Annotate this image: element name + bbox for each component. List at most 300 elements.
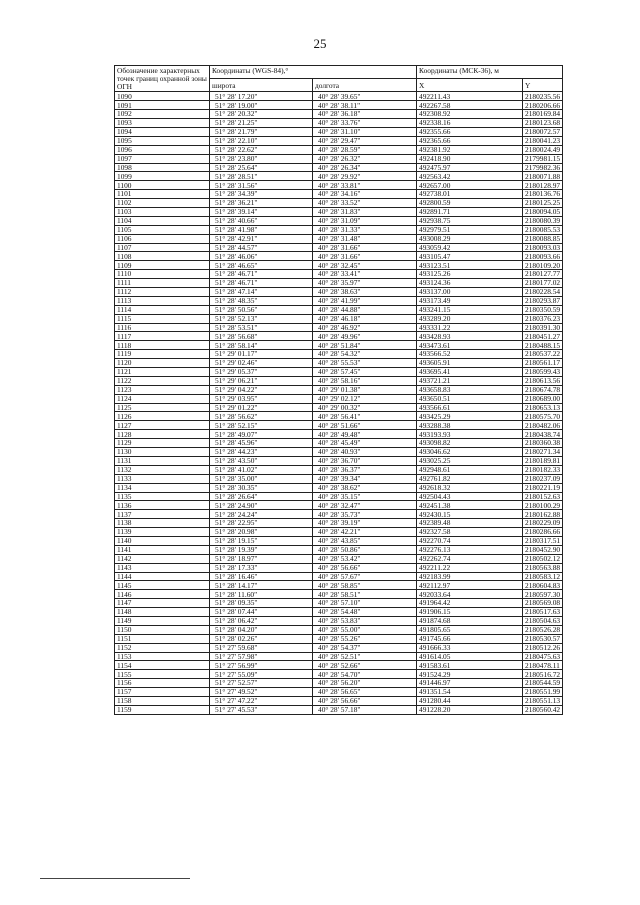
longitude-cell: 40° 28' 53.42" — [313, 554, 417, 563]
table-row — [115, 323, 563, 332]
table-row — [115, 510, 563, 519]
x-cell: 493098.82 — [417, 439, 523, 448]
point-id-cell: 1151 — [115, 634, 210, 643]
latitude-cell: 51° 28' 24.24" — [210, 510, 313, 519]
point-id-cell: 1090 — [115, 92, 210, 101]
x-cell: 491964.42 — [417, 599, 523, 608]
y-cell: 2180080.39 — [523, 216, 563, 225]
longitude-cell: 40° 28' 26.32" — [313, 154, 417, 163]
table-row — [115, 376, 563, 385]
longitude-cell: 40° 28' 55.00" — [313, 625, 417, 634]
y-cell: 2180530.57 — [523, 634, 563, 643]
y-cell: 2180544.59 — [523, 679, 563, 688]
table-row — [115, 163, 563, 172]
table-row — [115, 608, 563, 617]
point-id-cell: 1095 — [115, 136, 210, 145]
longitude-cell: 40° 28' 57.18" — [313, 705, 417, 714]
table-row — [115, 616, 563, 625]
point-id-cell: 1102 — [115, 199, 210, 208]
latitude-cell: 51° 27' 49.52" — [210, 688, 313, 697]
longitude-cell: 40° 28' 32.47" — [313, 501, 417, 510]
x-cell: 491874.68 — [417, 616, 523, 625]
table-row — [115, 172, 563, 181]
table-row — [115, 261, 563, 270]
y-cell: 2180689.00 — [523, 394, 563, 403]
y-cell: 2180041.23 — [523, 136, 563, 145]
x-cell: 492451.38 — [417, 501, 523, 510]
latitude-cell: 51° 28' 16.46" — [210, 572, 313, 581]
latitude-cell: 51° 28' 48.35" — [210, 296, 313, 305]
longitude-cell: 40° 28' 26.34" — [313, 163, 417, 172]
y-cell: 2180182.33 — [523, 465, 563, 474]
y-cell: 2180162.88 — [523, 510, 563, 519]
x-cell: 492891.71 — [417, 208, 523, 217]
point-id-cell: 1135 — [115, 492, 210, 501]
table-row — [115, 225, 563, 234]
x-cell: 491524.29 — [417, 670, 523, 679]
latitude-cell: 51° 28' 07.44" — [210, 608, 313, 617]
latitude-cell: 51° 28' 34.39" — [210, 190, 313, 199]
point-id-cell: 1116 — [115, 323, 210, 332]
y-cell: 2180127.77 — [523, 270, 563, 279]
longitude-cell: 40° 28' 58.85" — [313, 581, 417, 590]
y-cell: 2180451.27 — [523, 332, 563, 341]
longitude-cell: 40° 28' 58.51" — [313, 590, 417, 599]
table-row — [115, 279, 563, 288]
point-id-cell: 1117 — [115, 332, 210, 341]
y-cell: 2180376.23 — [523, 314, 563, 323]
point-id-cell: 1092 — [115, 110, 210, 119]
point-id-cell: 1154 — [115, 661, 210, 670]
x-cell: 492938.75 — [417, 216, 523, 225]
latitude-cell: 51° 28' 43.50" — [210, 456, 313, 465]
table-row — [115, 536, 563, 545]
table-row — [115, 350, 563, 359]
latitude-cell: 51° 28' 53.51" — [210, 323, 313, 332]
point-id-cell: 1152 — [115, 643, 210, 652]
x-cell: 491906.15 — [417, 608, 523, 617]
y-cell: 2180293.87 — [523, 296, 563, 305]
latitude-cell: 51° 28' 46.65" — [210, 261, 313, 270]
latitude-cell: 51° 28' 41.98" — [210, 225, 313, 234]
longitude-cell: 40° 28' 35.15" — [313, 492, 417, 501]
table-row — [115, 545, 563, 554]
point-id-cell: 1111 — [115, 279, 210, 288]
y-cell: 2180228.54 — [523, 288, 563, 297]
point-id-cell: 1122 — [115, 376, 210, 385]
point-id-cell: 1133 — [115, 474, 210, 483]
table-row — [115, 448, 563, 457]
table-row — [115, 599, 563, 608]
point-id-cell: 1124 — [115, 394, 210, 403]
latitude-cell: 51° 28' 39.14" — [210, 208, 313, 217]
latitude-cell: 51° 28' 45.96" — [210, 439, 313, 448]
longitude-cell: 40° 28' 52.66" — [313, 661, 417, 670]
table-row — [115, 314, 563, 323]
x-cell: 491666.33 — [417, 643, 523, 652]
y-cell: 2180551.13 — [523, 696, 563, 705]
longitude-cell: 40° 28' 44.88" — [313, 305, 417, 314]
x-cell: 492355.66 — [417, 127, 523, 136]
latitude-cell: 51° 29' 06.21" — [210, 376, 313, 385]
longitude-cell: 40° 28' 56.65" — [313, 688, 417, 697]
point-id-cell: 1123 — [115, 385, 210, 394]
latitude-cell: 51° 27' 56.99" — [210, 661, 313, 670]
table-row — [115, 456, 563, 465]
x-cell: 492800.59 — [417, 199, 523, 208]
latitude-cell: 51° 28' 30.35" — [210, 483, 313, 492]
x-cell: 493046.62 — [417, 448, 523, 457]
point-id-cell: 1107 — [115, 243, 210, 252]
x-cell: 492211.22 — [417, 563, 523, 572]
point-id-cell: 1146 — [115, 590, 210, 599]
latitude-cell: 51° 29' 01.22" — [210, 403, 313, 412]
longitude-cell: 40° 28' 31.09" — [313, 216, 417, 225]
y-cell: 2180169.84 — [523, 110, 563, 119]
y-cell: 2180597.30 — [523, 590, 563, 599]
longitude-cell: 40° 28' 33.76" — [313, 119, 417, 128]
x-cell: 492211.43 — [417, 92, 523, 101]
x-cell: 493721.21 — [417, 376, 523, 385]
latitude-cell: 51° 28' 21.79" — [210, 127, 313, 136]
point-id-cell: 1141 — [115, 545, 210, 554]
x-cell: 492504.43 — [417, 492, 523, 501]
table-row — [115, 634, 563, 643]
longitude-cell: 40° 28' 49.48" — [313, 430, 417, 439]
point-id-cell: 1106 — [115, 234, 210, 243]
x-cell: 491614.05 — [417, 652, 523, 661]
longitude-cell: 40° 28' 56.41" — [313, 412, 417, 421]
point-id-cell: 1093 — [115, 119, 210, 128]
latitude-cell: 51° 28' 23.80" — [210, 154, 313, 163]
x-cell: 493428.93 — [417, 332, 523, 341]
latitude-cell: 51° 27' 59.68" — [210, 643, 313, 652]
point-id-cell: 1149 — [115, 616, 210, 625]
table-row — [115, 528, 563, 537]
latitude-cell: 51° 28' 42.91" — [210, 234, 313, 243]
table-row — [115, 652, 563, 661]
table-row — [115, 465, 563, 474]
longitude-cell: 40° 28' 46.92" — [313, 323, 417, 332]
x-cell: 493658.83 — [417, 385, 523, 394]
longitude-cell: 40° 28' 32.45" — [313, 261, 417, 270]
table-row — [115, 705, 563, 714]
longitude-cell: 40° 28' 56.66" — [313, 696, 417, 705]
y-cell: 2180286.66 — [523, 528, 563, 537]
table-row — [115, 208, 563, 217]
latitude-cell: 51° 28' 22.62" — [210, 145, 313, 154]
x-cell: 491280.44 — [417, 696, 523, 705]
longitude-cell: 40° 28' 57.45" — [313, 368, 417, 377]
x-cell: 493059.42 — [417, 243, 523, 252]
y-cell: 2180123.68 — [523, 119, 563, 128]
y-cell: 2180391.30 — [523, 323, 563, 332]
point-id-cell: 1150 — [115, 625, 210, 634]
y-cell: 2180674.78 — [523, 385, 563, 394]
longitude-cell: 40° 28' 29.47" — [313, 136, 417, 145]
longitude-cell: 40° 28' 52.51" — [313, 652, 417, 661]
latitude-cell: 51° 28' 40.66" — [210, 216, 313, 225]
y-cell: 2180235.56 — [523, 92, 563, 101]
y-cell: 2180452.90 — [523, 545, 563, 554]
table-row — [115, 385, 563, 394]
x-cell: 493173.49 — [417, 296, 523, 305]
longitude-cell: 40° 28' 56.20" — [313, 679, 417, 688]
point-id-cell: 1098 — [115, 163, 210, 172]
y-cell: 2180604.83 — [523, 581, 563, 590]
latitude-cell: 51° 29' 01.17" — [210, 350, 313, 359]
table-row — [115, 199, 563, 208]
x-cell: 492033.64 — [417, 590, 523, 599]
longitude-cell: 40° 28' 33.81" — [313, 181, 417, 190]
longitude-cell: 40° 28' 53.83" — [313, 616, 417, 625]
table-row — [115, 590, 563, 599]
latitude-cell: 51° 28' 46.71" — [210, 279, 313, 288]
latitude-cell: 51° 28' 14.17" — [210, 581, 313, 590]
x-cell: 492618.32 — [417, 483, 523, 492]
coordinates-table — [114, 65, 563, 715]
header-msk36-group: Координаты (МСК-36), м — [417, 66, 563, 79]
longitude-cell: 40° 28' 31.66" — [313, 243, 417, 252]
table-row — [115, 181, 563, 190]
latitude-cell: 51° 29' 03.95" — [210, 394, 313, 403]
x-cell: 492381.92 — [417, 145, 523, 154]
point-id-cell: 1131 — [115, 456, 210, 465]
point-id-cell: 1100 — [115, 181, 210, 190]
x-cell: 493105.47 — [417, 252, 523, 261]
table-row — [115, 474, 563, 483]
latitude-cell: 51° 28' 52.13" — [210, 314, 313, 323]
y-cell: 2180189.81 — [523, 456, 563, 465]
y-cell: 2180516.72 — [523, 670, 563, 679]
longitude-cell: 40° 28' 31.33" — [313, 225, 417, 234]
table-row — [115, 661, 563, 670]
point-id-cell: 1101 — [115, 190, 210, 199]
y-cell: 2180072.57 — [523, 127, 563, 136]
x-cell: 493241.15 — [417, 305, 523, 314]
longitude-cell: 40° 28' 38.62" — [313, 483, 417, 492]
y-cell: 2180653.13 — [523, 403, 563, 412]
y-cell: 2179982.36 — [523, 163, 563, 172]
point-id-cell: 1109 — [115, 261, 210, 270]
longitude-cell: 40° 29' 01.38" — [313, 385, 417, 394]
latitude-cell: 51° 28' 58.14" — [210, 341, 313, 350]
longitude-cell: 40° 28' 31.66" — [313, 252, 417, 261]
longitude-cell: 40° 28' 42.21" — [313, 528, 417, 537]
y-cell: 2180475.63 — [523, 652, 563, 661]
table-row — [115, 190, 563, 199]
longitude-cell: 40° 28' 39.19" — [313, 519, 417, 528]
latitude-cell: 51° 27' 47.22" — [210, 696, 313, 705]
y-cell: 2180512.26 — [523, 643, 563, 652]
y-cell: 2180526.28 — [523, 625, 563, 634]
y-cell: 2180551.99 — [523, 688, 563, 697]
y-cell: 2180229.09 — [523, 519, 563, 528]
point-id-cell: 1156 — [115, 679, 210, 688]
point-id-cell: 1115 — [115, 314, 210, 323]
x-cell: 493288.38 — [417, 421, 523, 430]
point-id-cell: 1125 — [115, 403, 210, 412]
latitude-cell: 51° 28' 56.62" — [210, 412, 313, 421]
longitude-cell: 40° 28' 43.85" — [313, 536, 417, 545]
x-cell: 491583.61 — [417, 661, 523, 670]
table-row — [115, 288, 563, 297]
latitude-cell: 51° 28' 31.56" — [210, 181, 313, 190]
table-row — [115, 519, 563, 528]
latitude-cell: 51° 28' 50.56" — [210, 305, 313, 314]
y-cell: 2180221.19 — [523, 483, 563, 492]
x-cell: 491351.54 — [417, 688, 523, 697]
y-cell: 2180613.56 — [523, 376, 563, 385]
table-row — [115, 643, 563, 652]
x-cell: 493193.93 — [417, 430, 523, 439]
table-row — [115, 243, 563, 252]
y-cell: 2180317.51 — [523, 536, 563, 545]
latitude-cell: 51° 29' 05.37" — [210, 368, 313, 377]
footnote-separator — [40, 878, 190, 879]
table-row — [115, 501, 563, 510]
point-id-cell: 1157 — [115, 688, 210, 697]
x-cell: 493566.61 — [417, 403, 523, 412]
point-id-cell: 1108 — [115, 252, 210, 261]
latitude-cell: 51° 27' 55.09" — [210, 670, 313, 679]
longitude-cell: 40° 29' 02.12" — [313, 394, 417, 403]
x-cell: 492418.90 — [417, 154, 523, 163]
longitude-cell: 40° 28' 55.26" — [313, 634, 417, 643]
latitude-cell: 51° 28' 44.57" — [210, 243, 313, 252]
latitude-cell: 51° 28' 04.20" — [210, 625, 313, 634]
point-id-cell: 1158 — [115, 696, 210, 705]
x-cell: 493123.51 — [417, 261, 523, 270]
latitude-cell: 51° 27' 45.53" — [210, 705, 313, 714]
longitude-cell: 40° 28' 31.48" — [313, 234, 417, 243]
latitude-cell: 51° 28' 36.21" — [210, 199, 313, 208]
longitude-cell: 40° 28' 34.16" — [313, 190, 417, 199]
table-row — [115, 679, 563, 688]
y-cell: 2180502.12 — [523, 554, 563, 563]
x-cell: 492327.58 — [417, 528, 523, 537]
y-cell: 2180517.63 — [523, 608, 563, 617]
longitude-cell: 40° 28' 51.84" — [313, 341, 417, 350]
table-row — [115, 412, 563, 421]
y-cell: 2180360.38 — [523, 439, 563, 448]
x-cell: 492276.13 — [417, 545, 523, 554]
x-cell: 493473.61 — [417, 341, 523, 350]
latitude-cell: 51° 28' 28.51" — [210, 172, 313, 181]
x-cell: 491228.20 — [417, 705, 523, 714]
point-id-cell: 1091 — [115, 101, 210, 110]
latitude-cell: 51° 28' 19.00" — [210, 101, 313, 110]
latitude-cell: 51° 28' 44.23" — [210, 448, 313, 457]
point-id-cell: 1103 — [115, 208, 210, 217]
longitude-cell: 40° 28' 54.48" — [313, 608, 417, 617]
point-id-cell: 1139 — [115, 528, 210, 537]
table-row — [115, 305, 563, 314]
x-cell: 492112.97 — [417, 581, 523, 590]
point-id-cell: 1114 — [115, 305, 210, 314]
longitude-cell: 40° 28' 50.86" — [313, 545, 417, 554]
y-cell: 2180071.88 — [523, 172, 563, 181]
x-cell: 492948.61 — [417, 465, 523, 474]
longitude-cell: 40° 28' 57.10" — [313, 599, 417, 608]
longitude-cell: 40° 28' 49.96" — [313, 332, 417, 341]
table-row — [115, 670, 563, 679]
longitude-cell: 40° 28' 35.97" — [313, 279, 417, 288]
table-row — [115, 216, 563, 225]
longitude-cell: 40° 28' 54.37" — [313, 643, 417, 652]
point-id-cell: 1159 — [115, 705, 210, 714]
point-id-cell: 1144 — [115, 572, 210, 581]
longitude-cell: 40° 28' 39.65" — [313, 92, 417, 101]
longitude-cell: 40° 28' 33.52" — [313, 199, 417, 208]
longitude-cell: 40° 28' 38.11" — [313, 101, 417, 110]
x-cell: 492563.42 — [417, 172, 523, 181]
point-id-cell: 1104 — [115, 216, 210, 225]
y-cell: 2180125.25 — [523, 199, 563, 208]
longitude-cell: 40° 28' 36.18" — [313, 110, 417, 119]
latitude-cell: 51° 28' 02.26" — [210, 634, 313, 643]
y-cell: 2180561.17 — [523, 359, 563, 368]
longitude-cell: 40° 28' 54.32" — [313, 350, 417, 359]
longitude-cell: 40° 28' 56.66" — [313, 563, 417, 572]
longitude-cell: 40° 28' 35.73" — [313, 510, 417, 519]
longitude-cell: 40° 28' 33.41" — [313, 270, 417, 279]
point-id-cell: 1127 — [115, 421, 210, 430]
table-row — [115, 101, 563, 110]
longitude-cell: 40° 28' 45.49" — [313, 439, 417, 448]
longitude-cell: 40° 28' 39.34" — [313, 474, 417, 483]
table-row — [115, 145, 563, 154]
point-id-cell: 1153 — [115, 652, 210, 661]
x-cell: 493125.26 — [417, 270, 523, 279]
table-row — [115, 421, 563, 430]
header-y: Y — [523, 79, 563, 92]
table-row — [115, 270, 563, 279]
point-id-cell: 1113 — [115, 296, 210, 305]
point-id-cell: 1105 — [115, 225, 210, 234]
x-cell: 492475.97 — [417, 163, 523, 172]
point-id-cell: 1099 — [115, 172, 210, 181]
table-row — [115, 234, 563, 243]
point-id-cell: 1143 — [115, 563, 210, 572]
y-cell: 2180237.09 — [523, 474, 563, 483]
longitude-cell: 40° 28' 51.66" — [313, 421, 417, 430]
x-cell: 493124.36 — [417, 279, 523, 288]
x-cell: 491745.66 — [417, 634, 523, 643]
point-id-cell: 1112 — [115, 288, 210, 297]
point-id-cell: 1138 — [115, 519, 210, 528]
table-row — [115, 252, 563, 261]
table-row — [115, 119, 563, 128]
table-row — [115, 341, 563, 350]
latitude-cell: 51° 29' 04.22" — [210, 385, 313, 394]
longitude-cell: 40° 28' 36.70" — [313, 456, 417, 465]
latitude-cell: 51° 27' 52.57" — [210, 679, 313, 688]
latitude-cell: 51° 28' 06.42" — [210, 616, 313, 625]
latitude-cell: 51° 28' 35.00" — [210, 474, 313, 483]
point-id-cell: 1126 — [115, 412, 210, 421]
table-row — [115, 581, 563, 590]
page-number: 25 — [313, 36, 327, 51]
latitude-cell: 51° 28' 46.71" — [210, 270, 313, 279]
longitude-cell: 40° 28' 46.18" — [313, 314, 417, 323]
x-cell: 492979.51 — [417, 225, 523, 234]
y-cell: 2180537.22 — [523, 350, 563, 359]
table-row — [115, 92, 563, 101]
y-cell: 2180599.43 — [523, 368, 563, 377]
y-cell: 2180128.97 — [523, 181, 563, 190]
latitude-cell: 51° 28' 11.60" — [210, 590, 313, 599]
